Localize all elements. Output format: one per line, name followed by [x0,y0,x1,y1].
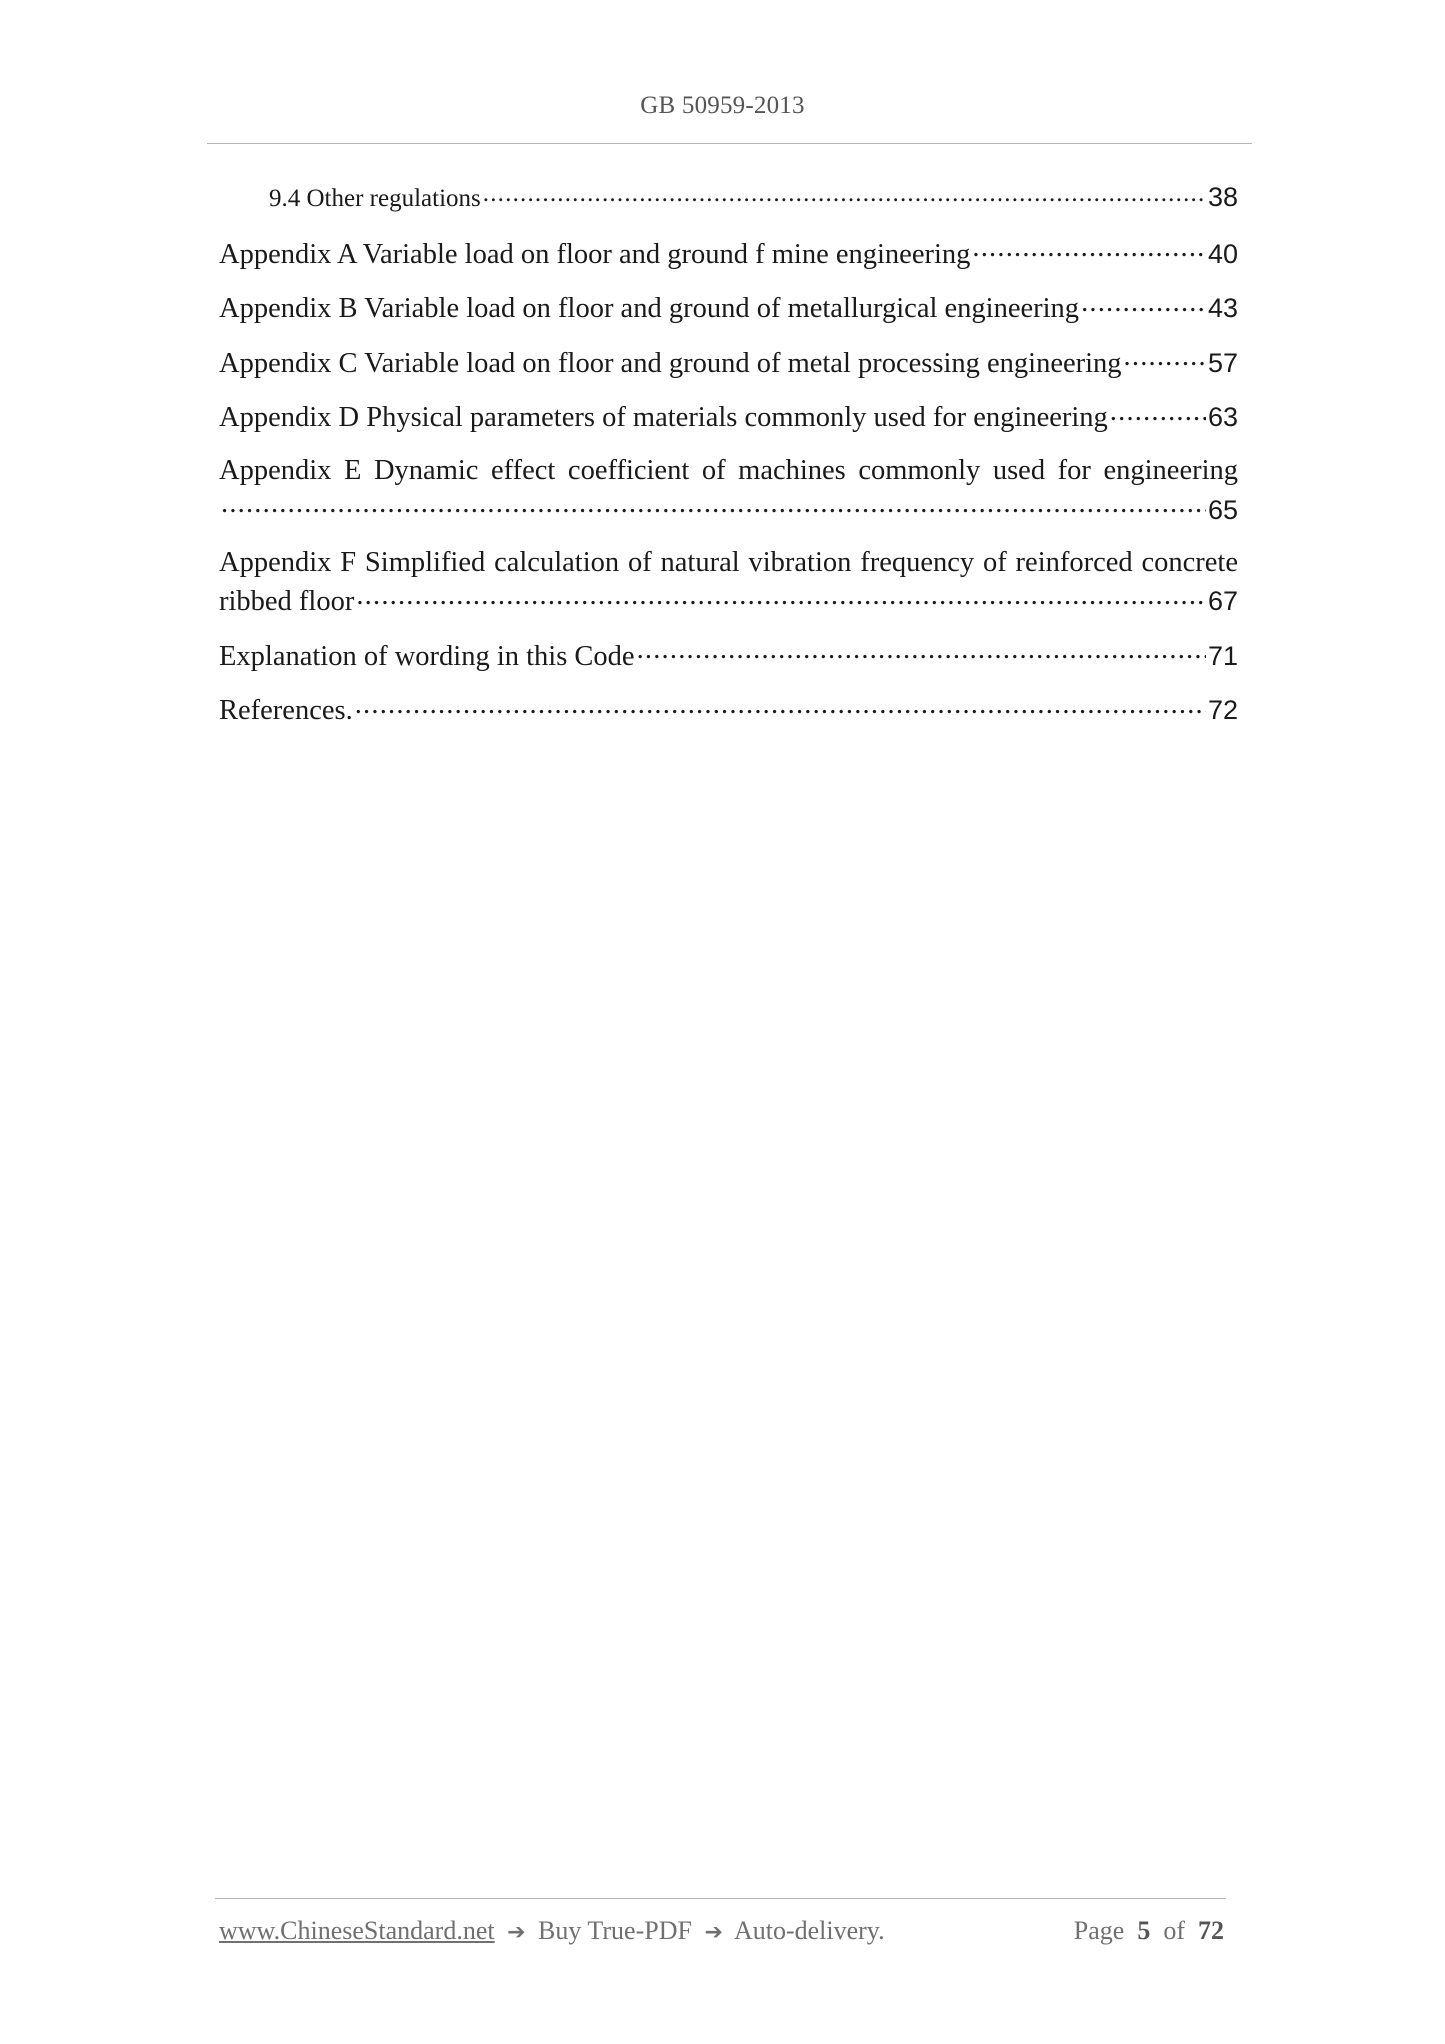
toc-entry-title-continued: ribbed floor [219,586,355,617]
toc-entry-leader-line [219,490,1238,529]
toc-entry-title: Appendix F Simplified calculation of natural vibration frequency of reinforced concrete [219,546,1238,578]
dot-leader [356,582,1206,611]
toc-entry-page: 43 [1207,293,1238,323]
table-of-contents [219,178,1238,745]
page-indicator [1074,1916,1224,1946]
current-page: 5 [1137,1916,1151,1945]
of-label: of [1163,1916,1185,1945]
toc-entry-title: Appendix B Variable load on floor and ground of metallurgical engineering [219,293,1080,324]
toc-entry-page: 65 [1207,494,1238,525]
dot-leader [637,636,1206,665]
dot-leader [221,490,1206,519]
buy-pdf-text: Buy True-PDF [538,1916,692,1945]
dot-leader [1110,398,1206,427]
standard-code-header: GB 50959-2013 [640,92,805,119]
footer-divider [215,1898,1226,1899]
total-pages: 72 [1198,1916,1224,1945]
dot-leader [355,691,1206,720]
toc-entry[interactable] [219,398,1238,438]
toc-entry-title: Explanation of wording in this Code [219,640,635,672]
page-label: Page [1073,1916,1125,1945]
toc-entry-page: 63 [1207,402,1238,432]
toc-entry-page: 67 [1207,586,1238,616]
toc-entry[interactable] [219,452,1238,529]
toc-entry[interactable] [219,178,1238,218]
dot-leader [483,181,1206,206]
auto-delivery-text: Auto-delivery. [733,1916,885,1945]
toc-entry-title: References. [219,695,353,726]
toc-entry-page: 72 [1207,695,1238,725]
toc-entry-page: 71 [1207,640,1238,671]
toc-entry[interactable] [219,289,1238,329]
toc-entry[interactable] [219,343,1238,383]
header-divider [207,143,1252,144]
footer-promo [219,1916,885,1946]
page-footer [219,1916,1224,1946]
dot-leader [1124,343,1206,372]
toc-entry-page: 40 [1207,238,1238,269]
toc-entry-title: Appendix A Variable load on floor and ground f mine engineering [219,238,971,270]
toc-entry-title: Appendix C Variable load on floor and ground of metal processing engineering [219,347,1122,379]
toc-entry[interactable] [219,544,1238,622]
site-link[interactable]: www.ChineseStandard.net [219,1916,495,1945]
toc-entry[interactable] [219,636,1238,676]
toc-entry-page: 38 [1207,182,1238,212]
dot-leader [1081,289,1206,318]
toc-entry-title: 9.4 Other regulations [269,185,481,212]
toc-entry-leader-line [219,582,1238,622]
toc-entry-title: Appendix D Physical parameters of materials commonly used for engineering [219,402,1108,433]
toc-entry-title: Appendix E Dynamic effect coefficient of machines commonly used for engineering [219,455,1238,486]
right-arrow-icon: ➔ [507,1920,526,1945]
dot-leader [972,234,1206,263]
right-arrow-icon: ➔ [704,1920,723,1945]
toc-entry-page: 57 [1207,347,1238,378]
toc-entry[interactable] [219,691,1238,731]
toc-entry[interactable] [219,234,1238,274]
